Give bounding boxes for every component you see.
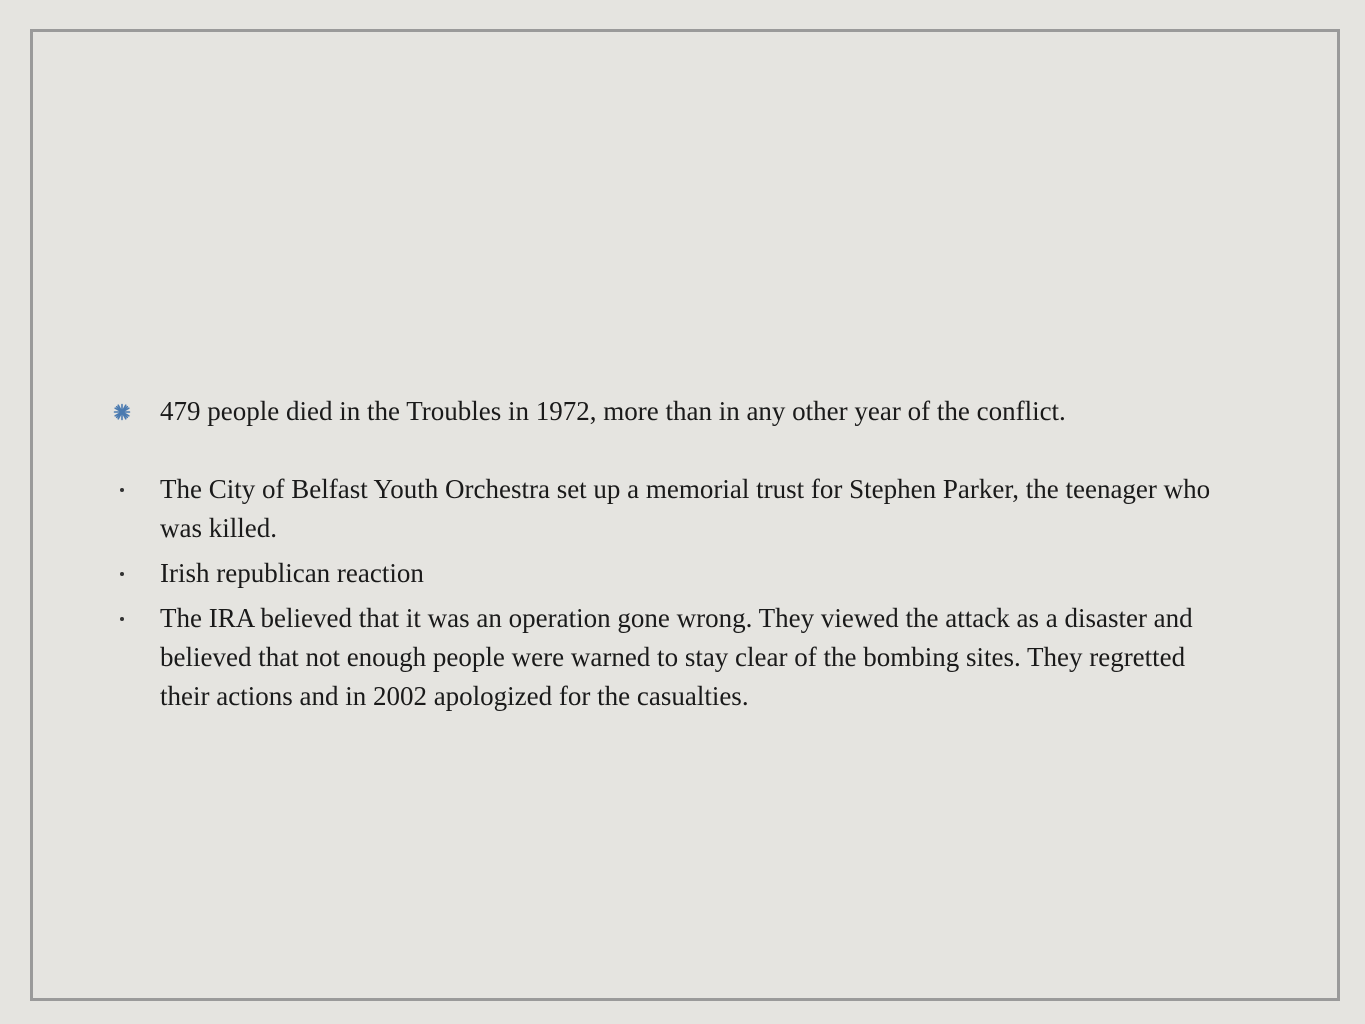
bullet-text: The City of Belfast Youth Orchestra set up a memorial trust for Stephen Parker, the teenager who was killed. bbox=[160, 474, 1211, 543]
bullet-item bbox=[160, 599, 1220, 716]
bullet-dot-icon bbox=[112, 554, 132, 593]
bullet-list bbox=[160, 392, 1220, 722]
asterisk-icon bbox=[112, 392, 132, 431]
bullet-text: Irish republican reaction bbox=[160, 558, 424, 588]
bullet-text: The IRA believed that it was an operation gone wrong. They viewed the attack as a disaster and believed that not enough people were warned to stay clear of the bombing sites. They regretted their actions and in 2002 apologized for the casualties. bbox=[160, 603, 1193, 711]
bullet-text: 479 people died in the Troubles in 1972, more than in any other year of the conflict. bbox=[160, 396, 1066, 426]
bullet-item bbox=[160, 470, 1220, 548]
bullet-dot-icon bbox=[112, 470, 132, 509]
bullet-item bbox=[160, 392, 1220, 431]
bullet-item bbox=[160, 554, 1220, 593]
bullet-dot-icon bbox=[112, 599, 132, 638]
